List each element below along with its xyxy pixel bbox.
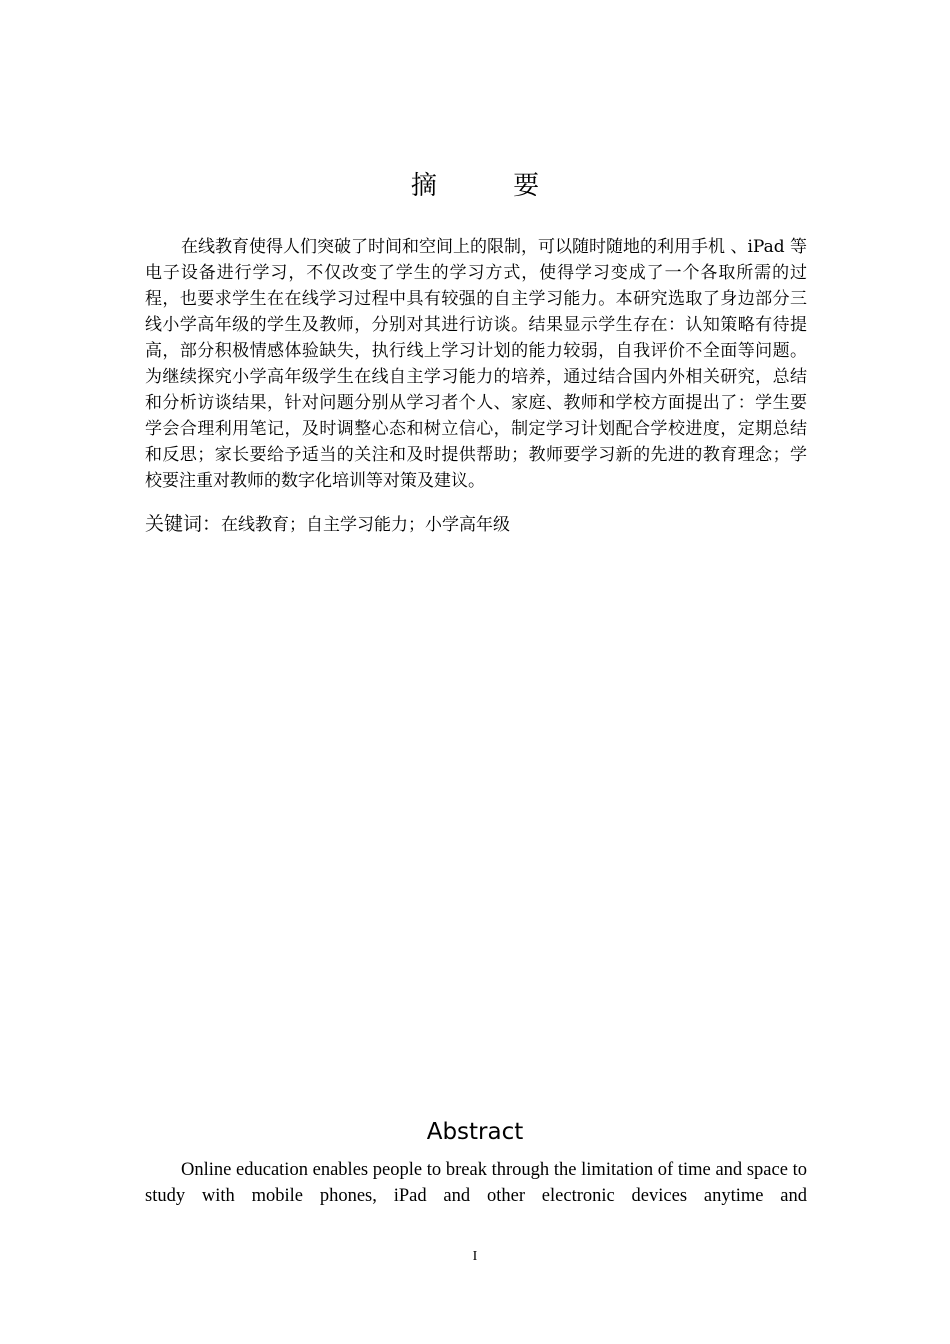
keywords-label: 关键词： (145, 513, 222, 535)
chinese-abstract-title: 摘 要 (410, 171, 574, 201)
keywords-list: 在线教育；自主学习能力；小学高年级 (221, 515, 511, 535)
chinese-keywords (145, 511, 807, 538)
english-abstract-body: Online education enables people to break through the limitation of time and space to study with mobile phones, iPad and other electronic devices anytime and (145, 1160, 807, 1206)
english-abstract-title: Abstract (426, 1119, 524, 1145)
chinese-abstract-body: 在线教育使得人们突破了时间和空间上的限制，可以随时随地的利用手机 、iPad 等电子设备进行学习，不仅改变了学生的学习方式，使得学习变成了一个各取所需的过程，也要求学生在在线学习过程中具有较强的自主学习能力。本研究选取了身边部分三线小学高年级的学生及教师，分别对其进行访谈。结果显示学生存在：认知策略有待提高，部分积极情感体验缺失，执行线上学习计划的能力较弱，自我评价不全面等问题。为继续探究小学高年级学生在线自主学习能力的培养，通过结合国内外相关研究，总结和分析访谈结果，针对问题分别从学习者个人、家庭、教师和学校方面提出了：学生要学会合理利用笔记，及时调整心态和树立信心，制定学习计划配合学校进度，定期总结和反思；家长要给予适当的关注和及时提供帮助；教师要学习新的先进的教育理念；学校要注重对教师的数字化培训等对策及建议。 (145, 237, 807, 491)
page-number: I (472, 1249, 478, 1264)
